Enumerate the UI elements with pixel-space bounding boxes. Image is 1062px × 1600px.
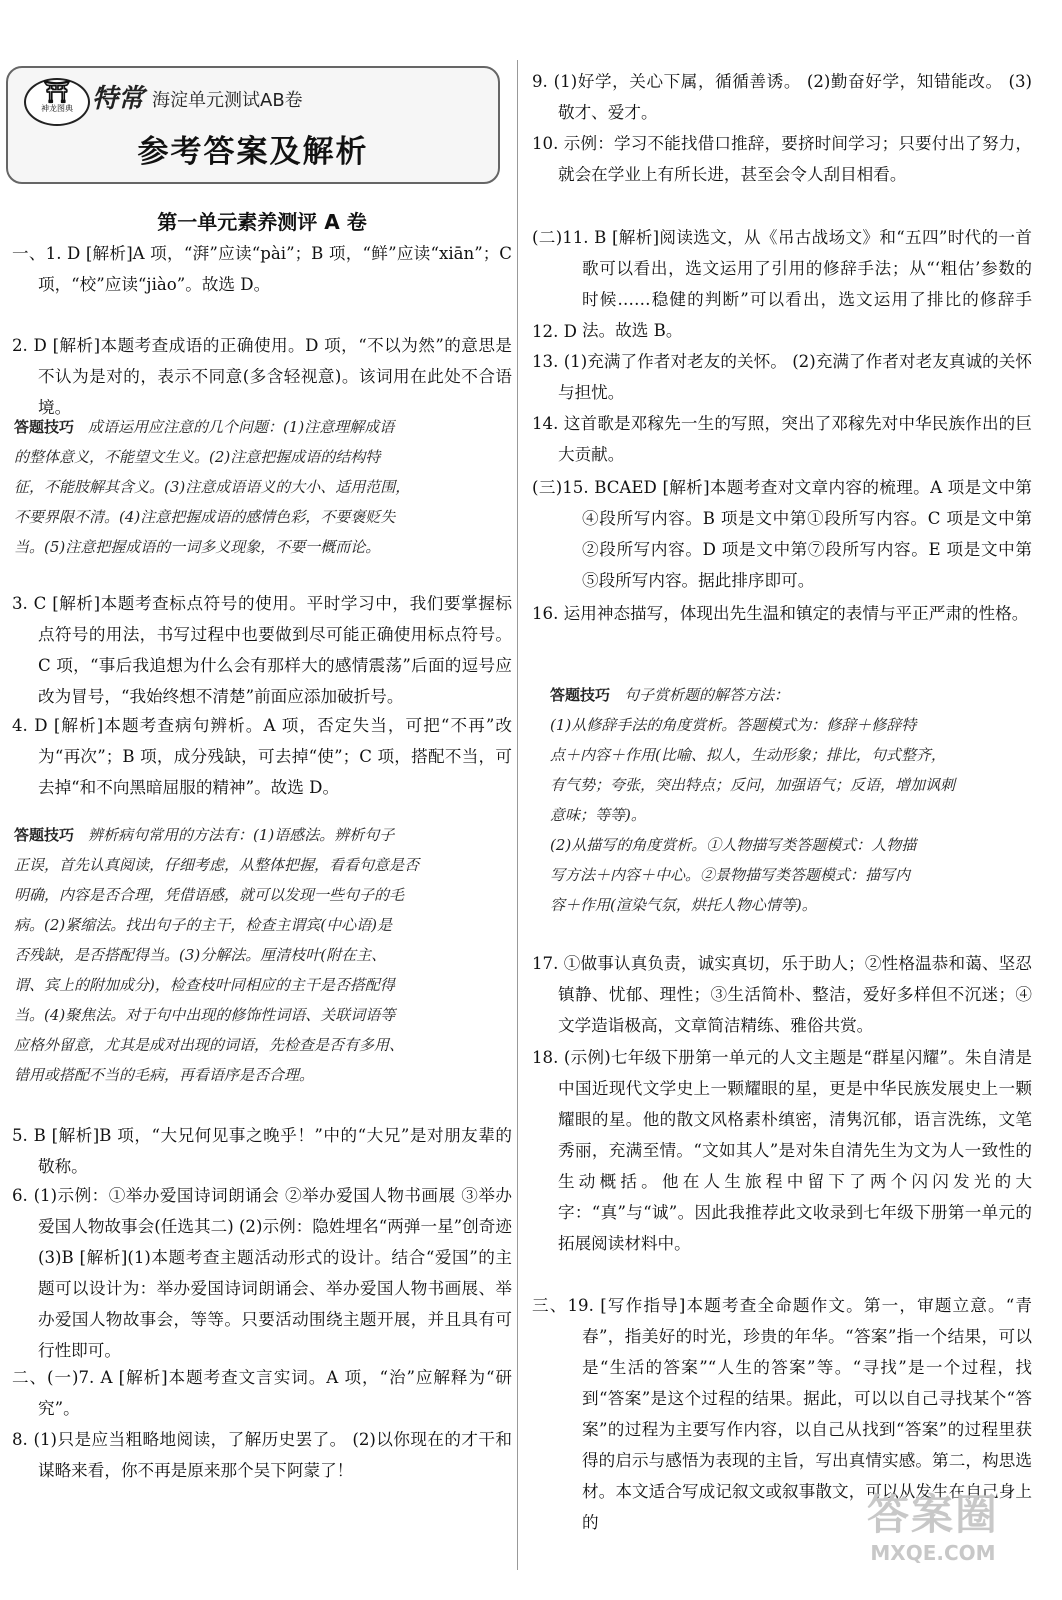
tip-line: 错用或搭配不当的毛病，再看语序是否合理。 <box>14 1066 315 1084</box>
answer-q18: 18. (示例)七年级下册第一单元的人文主题是“群星闪耀”。朱自清是中国近现代文学史上一颗耀眼的星，更是中华民族发展史上一颗耀眼的星。他的散文风格素朴缜密，清隽沉郁，语言洗练，文笔秀丽，充满至情。“文如其人”是对朱自清先生为文为人一致性的生动概括。他在人生旅程中留下了两个闪闪发光的大字：“真”与“诚”。因此我推荐此文收录到七年级下册第一单元的拓展阅读材料中。 <box>532 1048 1032 1253</box>
tip-line: 容＋作用(渲染气氛，烘托人物心情等)。 <box>550 896 817 914</box>
answer-q9: 9. (1)好学，关心下属，循循善诱。 (2)勤奋好学，知错能改。 (3)敬才、爱才。 <box>532 72 1032 122</box>
tip-line: 明确，内容是否合理，凭借语感，就可以发现一些句子的毛 <box>14 886 405 904</box>
watermark <box>838 1488 1028 1584</box>
tip-line: (2)从描写的角度赏析。①人物描写类答题模式：人物描 <box>550 836 917 854</box>
answer-q7: 二、(一)7. A [解析]本题考查文言实词。A 项，“治”应解释为“研究”。 <box>12 1368 512 1418</box>
tip-line: 点＋内容＋作用(比喻、拟人，生动形象；排比，句式整齐， <box>550 746 946 764</box>
answer-q6: 6. (1)示例：①举办爱国诗词朗诵会 ②举办爱国人物书画展 ③举办爱国人物故事会(任选其二) (2)示例：隐姓埋名“两弹一星”创奇迹 (3)B [解析](1)本题考查主题活动形式的设计。结合“爱国”的主题可以设计为：举办爱国诗词朗诵会、举办爱国人物书画展、举办爱国人物故事会，等等。只要活动围绕主题开展，并且具有可行性即可。 <box>12 1186 512 1360</box>
answer-q3: 3. C [解析]本题考查标点符号的使用。平时学习中，我们要掌握标点符号的用法，书写过程中也要做到尽可能正确使用标点符号。C 项，“事后我追想为什么会有那样大的感情震荡”后面的逗号应改为冒号，“我始终想不清楚”前面应添加破折号。 <box>12 594 512 706</box>
tip-line: 当。(4)聚焦法。对于句中出现的修饰性词语、关联词语等 <box>14 1006 396 1024</box>
answer-q15: (三)15. BCAED [解析]本题考查对文章内容的梳理。A 项是文中第④段所写内容。B 项是文中第①段所写内容。C 项是文中第②段所写内容。D 项是文中第⑦段所写内容。E 项是文中第⑤段所写内容。据此排序即可。 <box>532 478 1032 590</box>
tip-box-idioms <box>14 412 492 562</box>
tip-line: 病。(2)紧缩法。找出句子的主干，检查主谓宾(中心语)是 <box>14 916 392 934</box>
tip-line: 成语运用应注意的几个问题：(1)注意理解成语 <box>88 418 395 436</box>
logo-emblem-icon: ⛩ <box>43 80 71 105</box>
answer-q10: 10. 示例：学习不能找借口推辞，要挤时间学习；只要付出了努力，就会在学业上有所长进，甚至会令人刮目相看。 <box>532 134 1032 184</box>
answer-q19: 三、19. [写作指导]本题考查全命题作文。第一，审题立意。“青春”，指美好的时光，珍贵的年华。“答案”指一个结果，可以是“生活的答案”“人生的答案”等。“寻找”是一个过程，找到“答案”是这个过程的结果。据此，可以以自己寻找某个“答案”的过程为主要写作内容，以自己从找到“答案”的过程里获得的启示与感悟为表现的主旨，写出真情实感。第二，构思选材。本文适合写成记叙文或叙事散文，可以从发生在自己身上的 <box>532 1296 1032 1532</box>
tip-line: 谓、宾上的附加成分)，检查枝叶同相应的主干是否搭配得 <box>14 976 395 994</box>
tip-line: 应格外留意，尤其是成对出现的词语，先检查是否有多用、 <box>14 1036 405 1054</box>
tip-label: 答题技巧 <box>550 686 611 704</box>
tip-label: 答题技巧 <box>14 826 75 844</box>
tip-line: 句子赏析题的解答方法： <box>624 686 790 704</box>
tip-line: 不要界限不清。(4)注意把握成语的感情色彩，不要褒贬失 <box>14 508 396 526</box>
section-title: 第一单元素养测评 A 卷 <box>157 210 367 234</box>
tip-box-sentences <box>14 820 492 1090</box>
tip-box-sentence-analysis <box>550 680 1028 920</box>
tip-line: 辨析病句常用的方法有：(1)语感法。辨析句子 <box>88 826 395 844</box>
tip-line: 有气势；夸张，突出特点；反问，加强语气；反语，增加讽刺 <box>550 776 956 794</box>
watermark-url: MXQE.COM <box>870 1541 996 1565</box>
tip-line: 正误，首先认真阅读，仔细考虑，从整体把握，看看句意是否 <box>14 856 420 874</box>
tip-line: 意味；等等)。 <box>550 806 646 824</box>
page-title: 参考答案及解析 <box>137 134 369 170</box>
brand-script: 特常 <box>92 84 145 114</box>
answer-q16: 16. 运用神态描写，体现出先生温和镇定的表情与平正严肃的性格。 <box>532 604 1029 623</box>
logo-caption: 神龙图典 <box>41 104 73 113</box>
column-divider <box>517 60 518 1570</box>
answer-q14: 14. 这首歌是邓稼先一生的写照，突出了邓稼先对中华民族作出的巨大贡献。 <box>532 414 1032 464</box>
answer-q2: 2. D [解析]本题考查成语的正确使用。D 项，“不以为然”的意思是不认为是对的，表示不同意(多含轻视意)。该词用在此处不合语境。 <box>12 336 512 417</box>
tip-line: 写方法＋内容＋中心。②景物描写类答题模式：描写内 <box>550 866 911 884</box>
tip-line: 否残缺，是否搭配得当。(3)分解法。厘清枝叶(附在主、 <box>14 946 387 964</box>
answer-q17: 17. ①做事认真负责，诚实真切，乐于助人；②性格温恭和蔼、坚忍镇静、忧郁、理性；③生活简朴、整洁，爱好多样但不沉迷；④文学造诣极高，文章简洁精练、雅俗共赏。 <box>532 954 1032 1035</box>
answer-q8: 8. (1)只是应当粗略地阅读，了解历史罢了。 (2)以你现在的才干和谋略来看，你不再是原来那个吴下阿蒙了！ <box>12 1430 512 1480</box>
answer-q1: 一、1. D [解析]A 项，“湃”应读“pài”；B 项，“鲜”应读“xiān”；C 项，“校”应读“jiào”。故选 D。 <box>12 244 512 294</box>
answer-q4: 4. D [解析]本题考查病句辨析。A 项，否定失当，可把“不再”改为“再次”；B 项，成分残缺，可去掉“使”；C 项，搭配不当，可去掉“和不向黑暗屈服的精神”。故选 D。 <box>12 716 512 797</box>
tip-line: (1)从修辞手法的角度赏析。答题模式为：修辞＋修辞特 <box>550 716 917 734</box>
answer-q11: (二)11. B [解析]阅读选文，从《吊古战场文》和“五四”时代的一首歌可以看出，选文运用了引用的修辞手法；从“‘粗估’参数的时候……稳健的判断”可以看出，选文运用了排比的修辞手法。故选 B。 <box>532 228 1032 340</box>
answer-q12: 12. D <box>532 322 577 341</box>
tip-line: 的整体意义，不能望文生义。(2)注意把握成语的结构特 <box>14 448 381 466</box>
answer-q13: 13. (1)充满了作者对老友的关怀。 (2)充满了作者对老友真诚的关怀与担忧。 <box>532 352 1032 402</box>
publisher-logo <box>24 78 90 126</box>
tip-label: 答题技巧 <box>14 418 75 436</box>
tip-line: 征，不能肢解其含义。(3)注意成语语义的大小、适用范围， <box>14 478 411 496</box>
series-name: 海淀单元测试AB卷 <box>152 90 303 111</box>
answer-q5: 5. B [解析]B 项，“大兄何见事之晚乎！”中的“大兄”是对朋友辈的敬称。 <box>12 1126 512 1176</box>
watermark-mark: 答案圈 <box>866 1490 999 1539</box>
tip-line: 当。(5)注意把握成语的一词多义现象，不要一概而论。 <box>14 538 381 556</box>
